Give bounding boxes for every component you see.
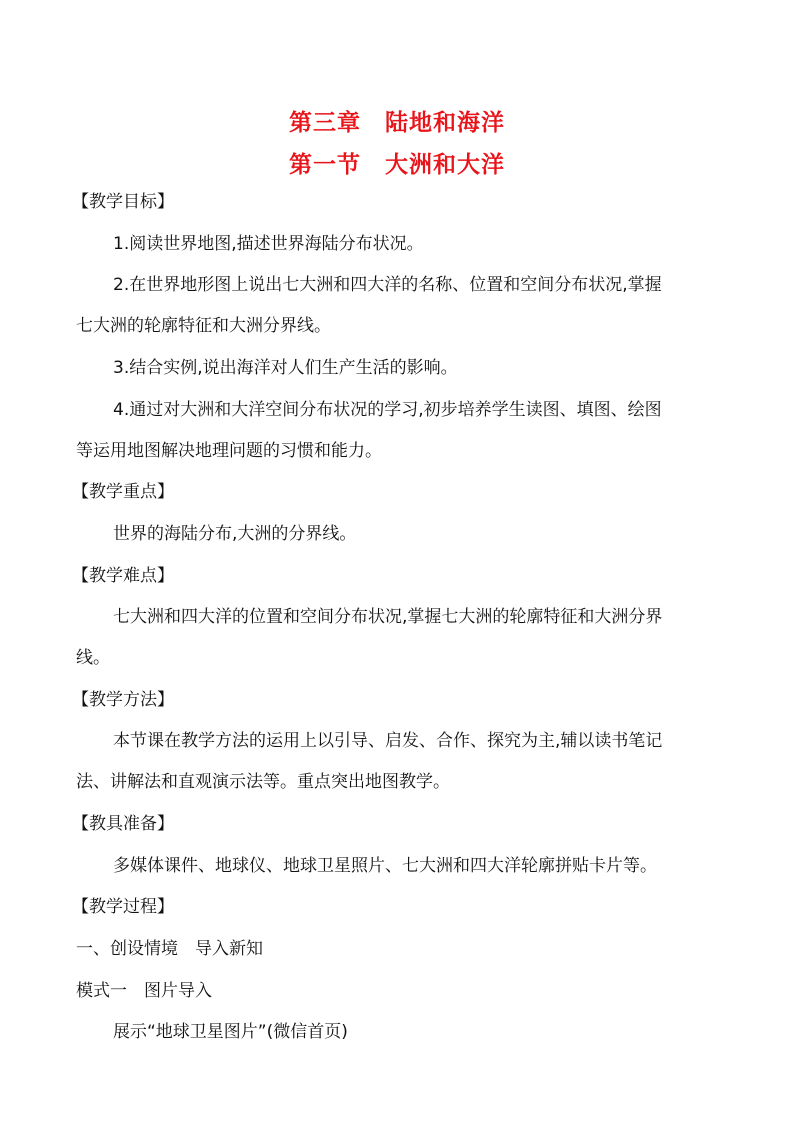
objective-item: 4.通过对大洲和大洋空间分布状况的学习,初步培养学生读图、填图、绘图 [113, 400, 662, 420]
process-show: 展示“地球卫星图片”(微信首页) [113, 1022, 348, 1042]
difficulties-text: 七大洲和四大洋的位置和空间分布状况,掌握七大洲的轮廓特征和大洲分界 [113, 607, 663, 627]
objective-item: 3.结合实例,说出海洋对人们生产生活的影响。 [113, 358, 458, 378]
objective-item: 2.在世界地形图上说出七大洲和四大洋的名称、位置和空间分布状况,掌握 [113, 275, 662, 295]
process-mode: 模式一 图片导入 [76, 981, 212, 1001]
key-points-text: 世界的海陆分布,大洲的分界线。 [113, 524, 357, 544]
section-title: 第一节 大洲和大洋 [289, 152, 505, 178]
process-heading: 【教学过程】 [72, 897, 174, 917]
chapter-title: 第三章 陆地和海洋 [289, 110, 505, 136]
tools-heading: 【教具准备】 [72, 814, 174, 834]
difficulties-text-cont: 线。 [76, 648, 110, 668]
difficulties-heading: 【教学难点】 [72, 566, 174, 586]
methods-text-cont: 法、讲解法和直观演示法等。重点突出地图教学。 [76, 772, 450, 792]
process-step: 一、创设情境 导入新知 [76, 939, 263, 959]
key-points-heading: 【教学重点】 [72, 482, 174, 502]
objective-item: 1.阅读世界地图,描述世界海陆分布状况。 [113, 234, 424, 254]
objectives-heading: 【教学目标】 [72, 192, 174, 212]
methods-text: 本节课在教学方法的运用上以引导、启发、合作、探究为主,辅以读书笔记 [113, 731, 663, 751]
objective-item: 七大洲的轮廓特征和大洲分界线。 [76, 316, 331, 336]
tools-text: 多媒体课件、地球仪、地球卫星照片、七大洲和四大洋轮廓拼贴卡片等。 [113, 856, 657, 876]
objective-item: 等运用地图解决地理问题的习惯和能力。 [76, 441, 382, 461]
methods-heading: 【教学方法】 [72, 690, 174, 710]
